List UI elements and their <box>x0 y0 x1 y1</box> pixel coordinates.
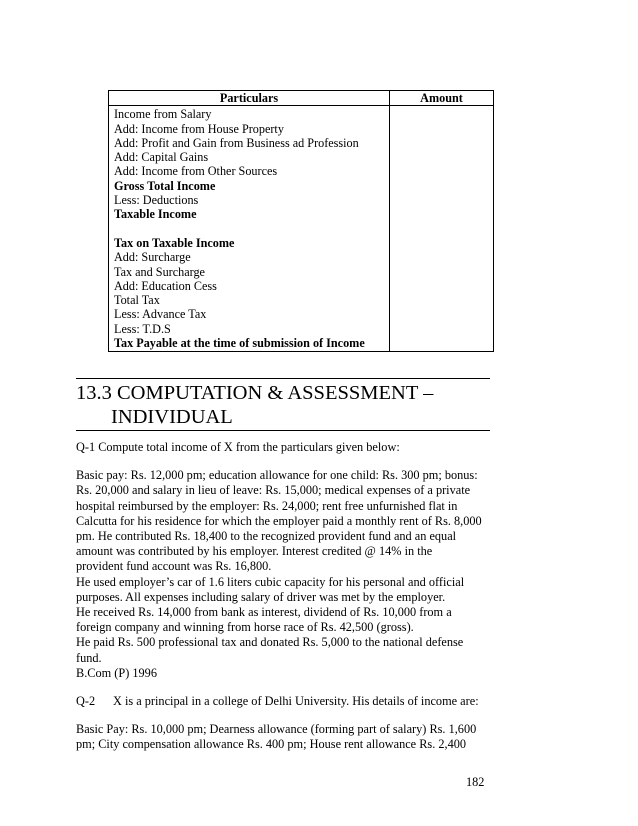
q1-prompt: Q-1 Compute total income of X from the particulars given below: <box>76 440 400 454</box>
particulars-row: Less: Deductions <box>114 193 199 208</box>
q1-detail-line: Calcutta for his residence for which the employer paid a monthly rent of Rs. 8,000 <box>76 513 482 528</box>
q1-detail-line: foreign company and winning from horse race of Rs. 42,500 (gross). <box>76 620 414 635</box>
section-heading-block <box>76 378 490 431</box>
particulars-row: Less: Advance Tax <box>114 307 207 322</box>
particulars-row: Add: Income from Other Sources <box>114 164 278 179</box>
particulars-row <box>114 222 385 236</box>
header-particulars: Particulars <box>109 91 390 106</box>
particulars-row: Income from Salary <box>114 107 212 122</box>
q1-detail-line: He received Rs. 14,000 from bank as interest, dividend of Rs. 10,000 from a <box>76 605 452 620</box>
section-title-line2: INDIVIDUAL <box>111 406 233 428</box>
section-title-line1: 13.3 COMPUTATION & ASSESSMENT – <box>76 382 434 404</box>
q1-detail-line: amount was contributed by his employer. Interest credited @ 14% in the <box>76 544 433 559</box>
particulars-row: Tax on Taxable Income <box>114 235 235 250</box>
amount-cell <box>390 106 494 352</box>
q1-detail-line: pm. He contributed Rs. 18,400 to the recognized provident fund and an equal <box>76 529 457 544</box>
particulars-row: Add: Capital Gains <box>114 150 209 165</box>
q1-detail-line: Rs. 20,000 and salary in lieu of leave: Rs. 15,000; medical expenses of a private <box>76 483 471 498</box>
q1-detail-line: fund. <box>76 650 102 665</box>
particulars-row: Add: Surcharge <box>114 250 191 265</box>
particulars-row: Less: T.D.S <box>114 321 171 336</box>
q2-number: Q-2 <box>76 694 96 709</box>
q1-detail-line: B.Com (P) 1996 <box>76 665 157 680</box>
income-tax-computation-table <box>108 90 494 352</box>
q1-detail-line: provident fund account was Rs. 16,800. <box>76 559 272 574</box>
particulars-row: Add: Education Cess <box>114 278 217 293</box>
particulars-row: Tax and Surcharge <box>114 264 205 279</box>
particulars-row: Taxable Income <box>114 207 197 222</box>
q1-detail-line: Basic pay: Rs. 12,000 pm; education allowance for one child: Rs. 300 pm; bonus: <box>76 468 478 483</box>
q1-detail-line: hospital reimbursed by the employer: Rs. 24,000; rent free unfurnished flat in <box>76 498 458 513</box>
particulars-cell <box>109 106 390 352</box>
particulars-row: Tax Payable at the time of submission of Income <box>114 336 365 351</box>
particulars-row: Total Tax <box>114 293 160 308</box>
page-number: 182 <box>466 775 485 789</box>
q1-detail-line: He used employer’s car of 1.6 liters cubic capacity for his personal and official <box>76 574 465 589</box>
particulars-row: Add: Profit and Gain from Business ad Profession <box>114 135 359 150</box>
q2-prompt <box>76 694 490 709</box>
question-body <box>76 440 490 753</box>
q2-prompt-text: X is a principal in a college of Delhi University. His details of income are: <box>113 694 479 709</box>
q2-details-line-1: Basic Pay: Rs. 10,000 pm; Dearness allowance (forming part of salary) Rs. 1,600 <box>76 722 477 737</box>
header-amount: Amount <box>390 91 494 106</box>
table-body-row <box>109 106 494 352</box>
section-title <box>76 381 490 429</box>
q1-detail-line: He paid Rs. 500 professional tax and donated Rs. 5,000 to the national defense <box>76 635 464 650</box>
particulars-row: Add: Income from House Property <box>114 121 284 136</box>
q2-details-line-2: pm; City compensation allowance Rs. 400 pm; House rent allowance Rs. 2,400 <box>76 737 467 752</box>
table-header-row <box>109 91 494 106</box>
q1-details <box>76 468 490 681</box>
particulars-row: Gross Total Income <box>114 178 216 193</box>
q1-detail-line: purposes. All expenses including salary of driver was met by the employer. <box>76 589 446 604</box>
